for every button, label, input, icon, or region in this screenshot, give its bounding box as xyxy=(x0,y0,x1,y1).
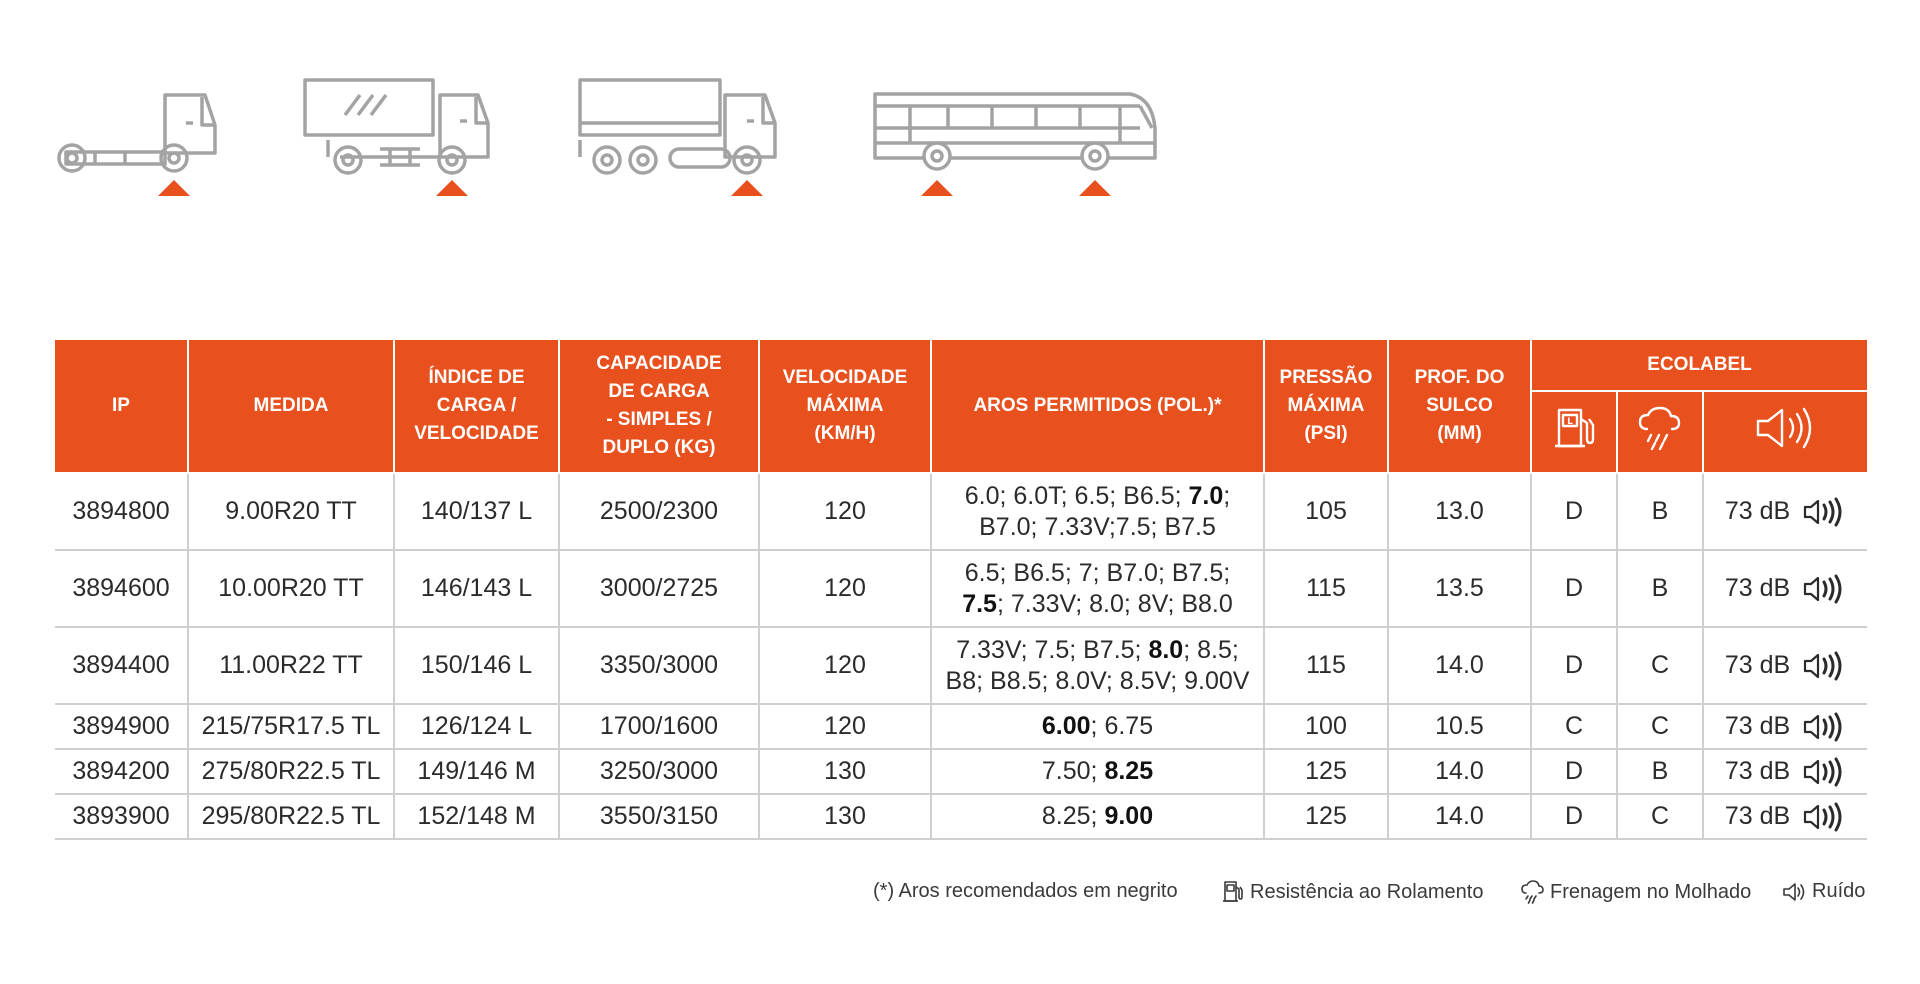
fuel-pump-icon xyxy=(1222,880,1244,904)
table-row xyxy=(55,627,1867,704)
col-header-velocidade: VELOCIDADE MÁXIMA (KM/H) xyxy=(759,340,931,473)
cell-indice: 140/137 L xyxy=(394,473,559,550)
col-header-aros: AROS PERMITIDOS (POL.)* xyxy=(931,340,1264,473)
cell-sulco: 13.5 xyxy=(1388,550,1531,627)
col-header-ruido xyxy=(1703,391,1867,473)
cell-sulco: 10.5 xyxy=(1388,704,1531,749)
cell-rolamento: C xyxy=(1531,704,1617,749)
cell-sulco: 14.0 xyxy=(1388,794,1531,839)
cell-molhado: B xyxy=(1617,473,1703,550)
cell-ip: 3894900 xyxy=(55,704,188,749)
cell-aros: 6.0; 6.0T; 6.5; B6.5; 7.0; B7.0; 7.33V;7.5; B7.5 xyxy=(931,473,1264,550)
cell-indice: 152/148 M xyxy=(394,794,559,839)
col-header-medida: MEDIDA xyxy=(188,340,394,473)
col-header-indice: ÍNDICE DE CARGA / VELOCIDADE xyxy=(394,340,559,473)
cell-ruido: 73 dB xyxy=(1703,749,1867,794)
cell-medida: 215/75R17.5 TL xyxy=(188,704,394,749)
cell-sulco: 13.0 xyxy=(1388,473,1531,550)
speaker-noise-icon xyxy=(1802,651,1846,681)
speaker-noise-icon xyxy=(1802,712,1846,742)
cell-medida: 295/80R22.5 TL xyxy=(188,794,394,839)
cell-ip: 3894200 xyxy=(55,749,188,794)
legend-ruido-text: Ruído xyxy=(1812,880,1866,902)
cell-rolamento: D xyxy=(1531,473,1617,550)
cell-capacidade: 2500/2300 xyxy=(559,473,759,550)
legend-rolamento xyxy=(1222,880,1483,904)
cell-capacidade: 3550/3150 xyxy=(559,794,759,839)
cell-capacidade: 3350/3000 xyxy=(559,627,759,704)
cell-velocidade: 120 xyxy=(759,550,931,627)
footnote-aros-text: (*) Aros recomendados em negrito xyxy=(873,880,1178,902)
table-header-row xyxy=(55,340,1867,391)
cell-pressao: 115 xyxy=(1264,627,1388,704)
legend-ruido xyxy=(1782,880,1865,903)
cell-medida: 275/80R22.5 TL xyxy=(188,749,394,794)
table-row xyxy=(55,550,1867,627)
cell-rolamento: D xyxy=(1531,627,1617,704)
cell-ruido: 73 dB xyxy=(1703,704,1867,749)
cell-ip: 3894400 xyxy=(55,627,188,704)
col-header-molhado xyxy=(1617,391,1703,473)
cell-velocidade: 120 xyxy=(759,473,931,550)
cell-pressao: 100 xyxy=(1264,704,1388,749)
footnote-aros xyxy=(873,880,1178,903)
cell-ruido: 73 dB xyxy=(1703,627,1867,704)
legend-rolamento-text: Resistência ao Rolamento xyxy=(1250,880,1484,903)
cell-capacidade: 3250/3000 xyxy=(559,749,759,794)
cell-aros: 8.25; 9.00 xyxy=(931,794,1264,839)
table-row xyxy=(55,704,1867,749)
col-header-ip: IP xyxy=(55,340,188,473)
cell-molhado: C xyxy=(1617,794,1703,839)
svg-text:L: L xyxy=(1567,416,1573,427)
vehicle-illustrations xyxy=(0,0,1920,230)
col-header-pressao: PRESSÃO MÁXIMA (PSI) xyxy=(1264,340,1388,473)
fuel-pump-icon xyxy=(1551,405,1597,451)
speaker-noise-icon xyxy=(1802,802,1846,832)
cell-aros: 7.33V; 7.5; B7.5; 8.0; 8.5; B8; B8.5; 8.0V; 8.5V; 9.00V xyxy=(931,627,1264,704)
wet-braking-icon xyxy=(1520,880,1544,904)
col-header-rolamento xyxy=(1531,391,1617,473)
speaker-noise-icon xyxy=(1802,497,1846,527)
table-row xyxy=(55,749,1867,794)
wet-braking-icon xyxy=(1635,405,1685,451)
speaker-icon xyxy=(1782,881,1806,903)
cell-indice: 146/143 L xyxy=(394,550,559,627)
legend-molhado xyxy=(1520,880,1751,904)
cell-rolamento: D xyxy=(1531,749,1617,794)
bus-icon xyxy=(870,88,1160,200)
cell-indice: 149/146 M xyxy=(394,749,559,794)
cell-medida: 10.00R20 TT xyxy=(188,550,394,627)
cell-aros: 6.5; B6.5; 7; B7.0; B7.5; 7.5; 7.33V; 8.0; 8V; B8.0 xyxy=(931,550,1264,627)
cell-rolamento: D xyxy=(1531,794,1617,839)
cell-pressao: 125 xyxy=(1264,749,1388,794)
cell-pressao: 125 xyxy=(1264,794,1388,839)
speaker-noise-icon xyxy=(1802,574,1846,604)
cell-ruido: 73 dB xyxy=(1703,550,1867,627)
table-row xyxy=(55,794,1867,839)
cell-ip: 3894600 xyxy=(55,550,188,627)
cell-medida: 11.00R22 TT xyxy=(188,627,394,704)
tire-spec-table xyxy=(55,340,1867,840)
cell-velocidade: 120 xyxy=(759,704,931,749)
cell-capacidade: 1700/1600 xyxy=(559,704,759,749)
cell-molhado: B xyxy=(1617,749,1703,794)
col-header-sulco: PROF. DO SULCO (MM) xyxy=(1388,340,1531,473)
cell-velocidade: 130 xyxy=(759,749,931,794)
cell-pressao: 115 xyxy=(1264,550,1388,627)
cell-medida: 9.00R20 TT xyxy=(188,473,394,550)
speaker-noise-icon xyxy=(1754,405,1818,451)
cell-velocidade: 130 xyxy=(759,794,931,839)
col-header-ecolabel: ECOLABEL xyxy=(1531,340,1867,391)
cell-capacidade: 3000/2725 xyxy=(559,550,759,627)
cell-molhado: C xyxy=(1617,627,1703,704)
table-row xyxy=(55,473,1867,550)
cell-sulco: 14.0 xyxy=(1388,627,1531,704)
cell-indice: 126/124 L xyxy=(394,704,559,749)
cell-pressao: 105 xyxy=(1264,473,1388,550)
cell-rolamento: D xyxy=(1531,550,1617,627)
cell-ip: 3894800 xyxy=(55,473,188,550)
cell-ip: 3893900 xyxy=(55,794,188,839)
col-header-capacidade: CAPACIDADE DE CARGA - SIMPLES / DUPLO (KG) xyxy=(559,340,759,473)
cell-ruido: 73 dB xyxy=(1703,794,1867,839)
three-axle-truck-icon xyxy=(575,75,785,200)
cell-sulco: 14.0 xyxy=(1388,749,1531,794)
legend-molhado-text: Frenagem no Molhado xyxy=(1550,880,1752,903)
tractor-truck-icon xyxy=(50,85,225,200)
cell-velocidade: 120 xyxy=(759,627,931,704)
box-truck-icon xyxy=(300,75,500,200)
cell-indice: 150/146 L xyxy=(394,627,559,704)
cell-molhado: C xyxy=(1617,704,1703,749)
speaker-noise-icon xyxy=(1802,757,1846,787)
cell-ruido: 73 dB xyxy=(1703,473,1867,550)
cell-molhado: B xyxy=(1617,550,1703,627)
cell-aros: 6.00; 6.75 xyxy=(931,704,1264,749)
cell-aros: 7.50; 8.25 xyxy=(931,749,1264,794)
